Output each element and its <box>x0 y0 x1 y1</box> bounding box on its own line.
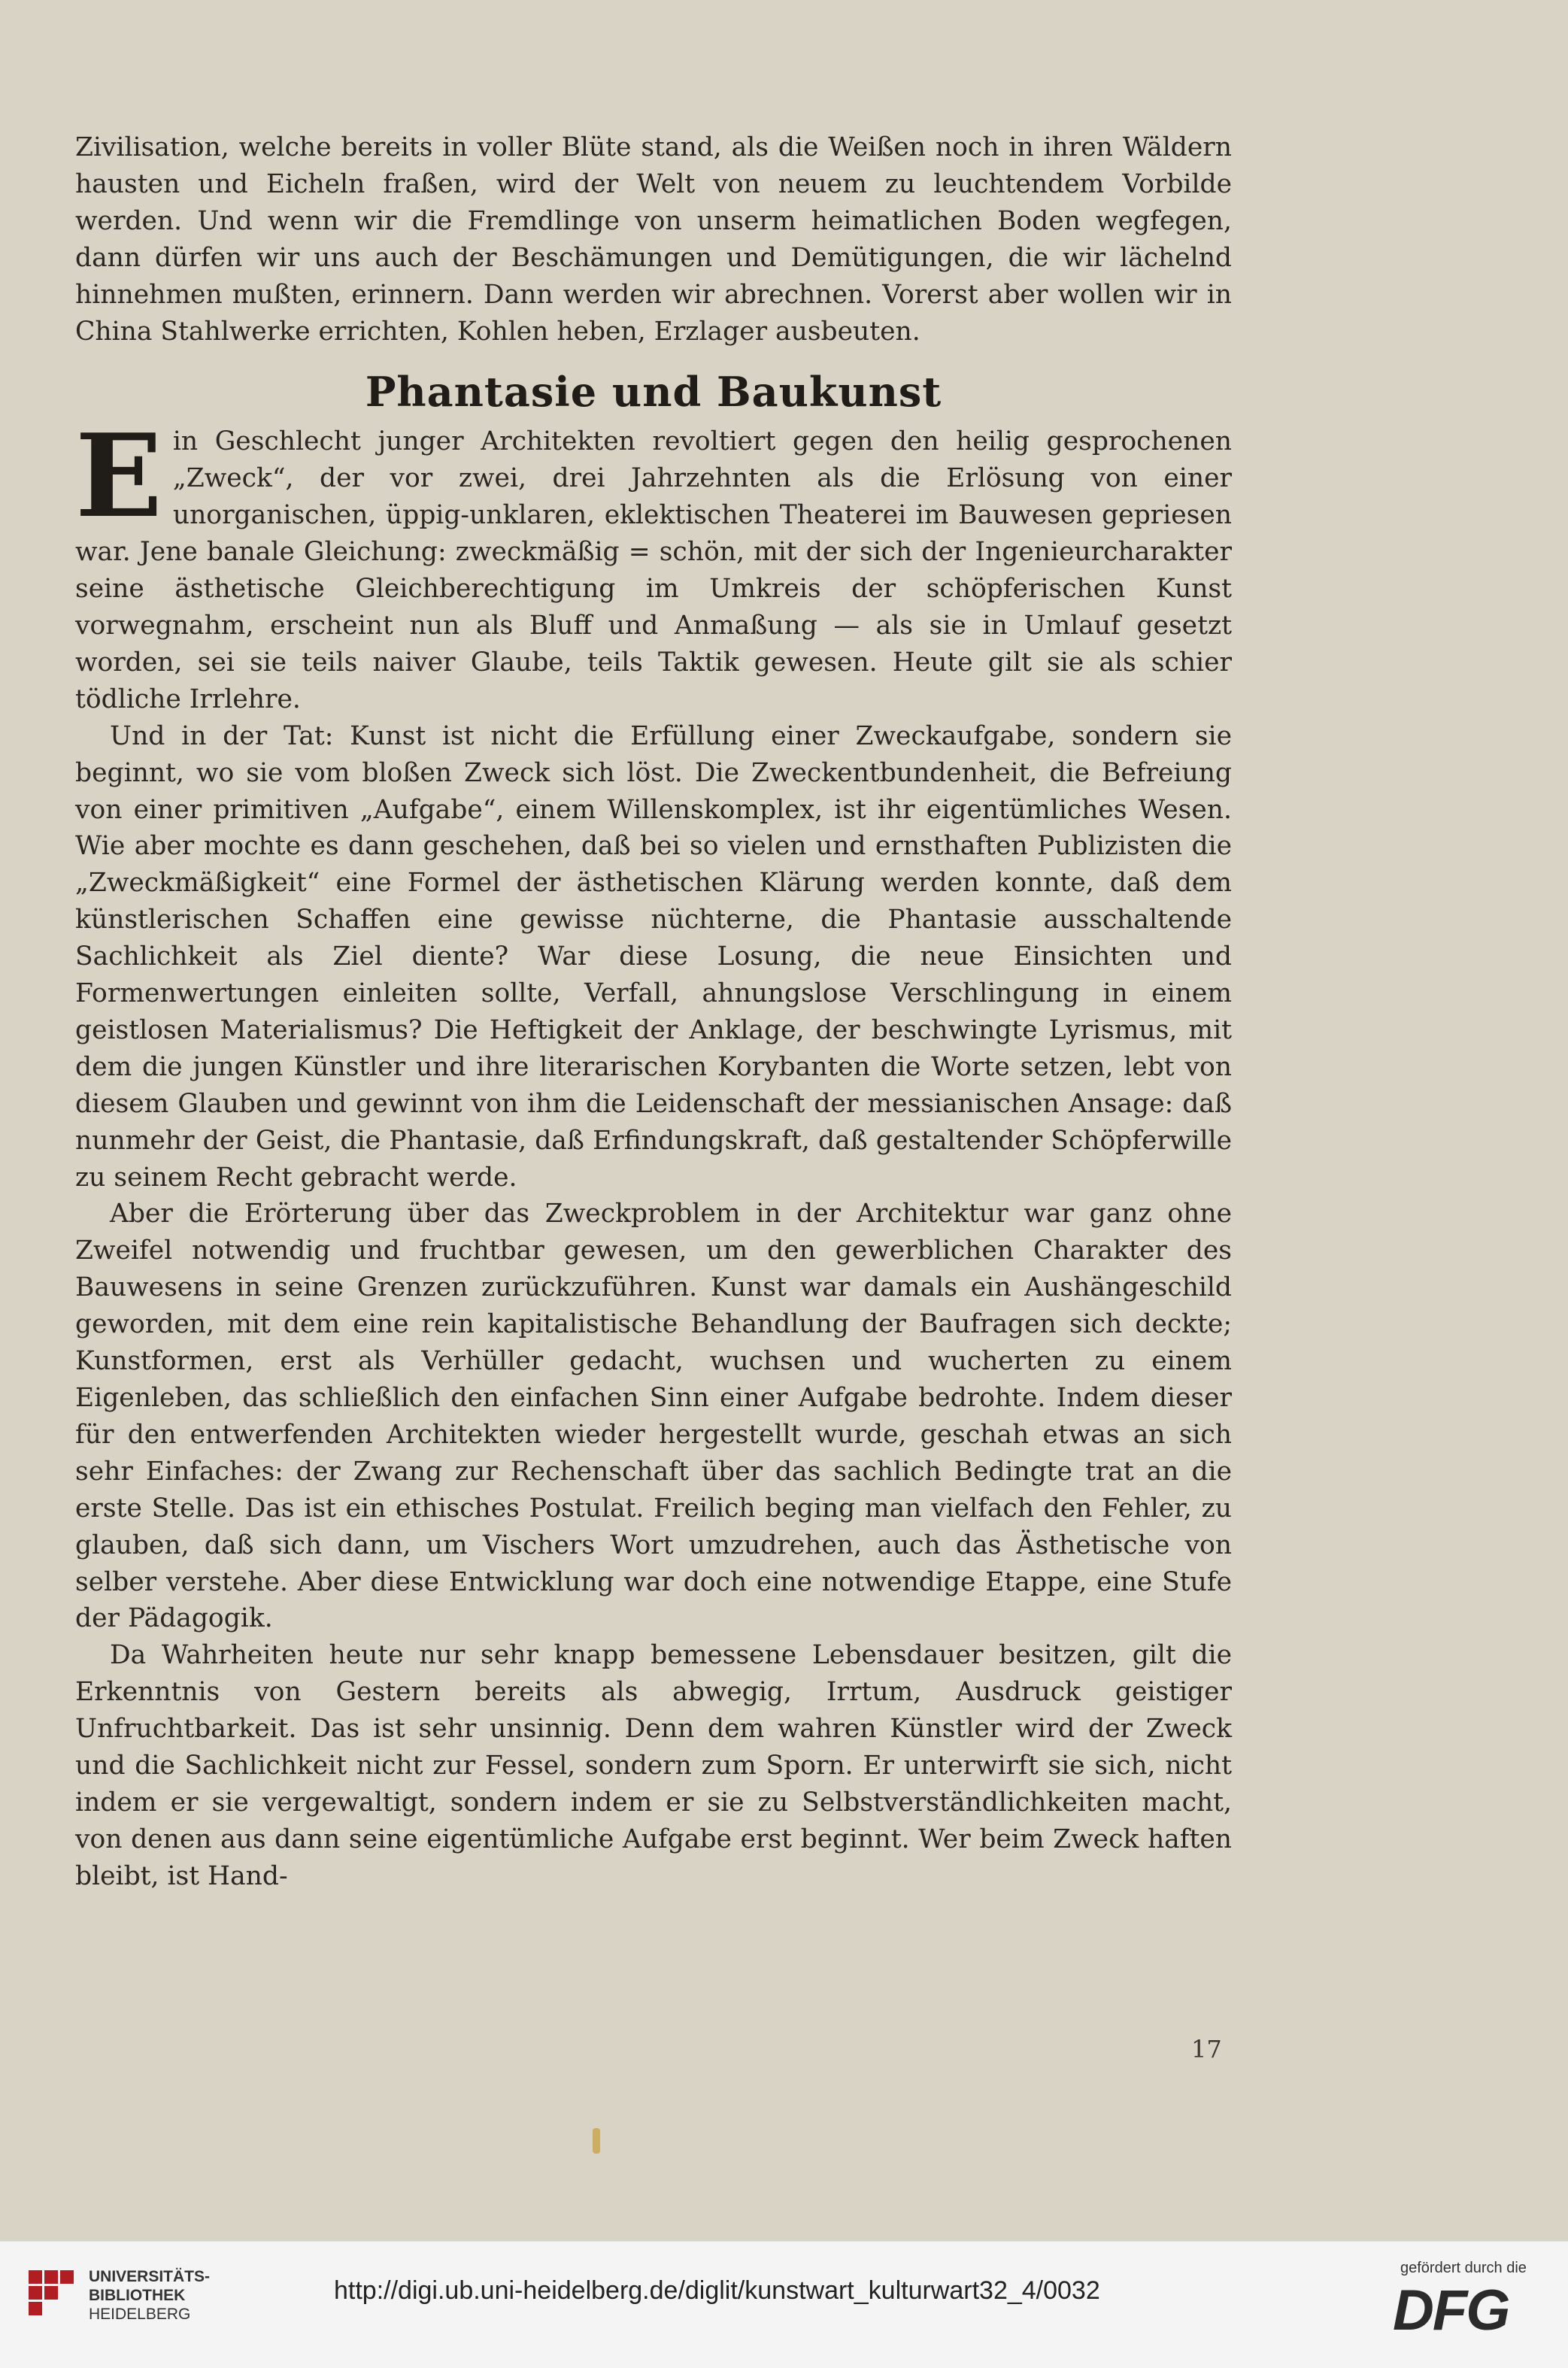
permalink-url[interactable]: http://digi.ub.uni-heidelberg.de/diglit/kunstwart_kulturwart32_4/0032 <box>334 2276 1100 2305</box>
intro-paragraph: Zivilisation, welche bereits in voller Blüte stand, als die Weißen noch in ihren Wäldern hausten und Eicheln fraßen, wird der Welt von neuem zu leuchtendem Vorbilde werden. Und wenn wir die Fremdlinge von unserm heimatlichen Boden wegfegen, dann dürfen wir uns auch der Beschämungen und Demütigungen, die wir lächelnd hinnehmen mußten, erinnern. Dann werden wir abrechnen. Vorerst aber wollen wir in China Stahlwerke errichten, Kohlen heben, Erzlager ausbeuten. <box>75 132 1232 347</box>
page-number: 17 <box>1191 2035 1222 2063</box>
library-name-line-2: BIBLIOTHEK <box>89 2287 186 2304</box>
library-name <box>89 2267 210 2324</box>
footer-bar <box>0 2241 1568 2368</box>
library-name-line-1: UNIVERSITÄTS- <box>89 2268 211 2285</box>
paragraph-2: Und in der Tat: Kunst ist nicht die Erfüllung einer Zweckaufgabe, sondern sie beginnt, wo sie vom bloßen Zweck sich löst. Die Zweckentbundenheit, die Befreiung von einer primitiven „Aufgabe“, einem Willenskomplex, ist ihr eigentümliches Wesen. Wie aber mochte es dann geschehen, daß bei so vielen und ernsthaften Publizisten die „Zweckmäßigkeit“ eine Formel der ästhetischen Klärung werden konnte, daß dem künstlerischen Schaffen eine gewisse nüchterne, die Phantasie ausschaltende Sachlichkeit als Ziel diente? War diese Losung, die neue Einsichten und Formenwertungen einleiten sollte, Verfall, ahnungslose Verschlingung in einem geistlosen Materialismus? Die Heftigkeit der Anklage, der beschwingte Lyrismus, mit dem die jungen Künstler und ihre literarischen Korybanten die Worte setzen, lebt von diesem Glauben und gewinnt von ihm die Leidenschaft der messianischen Ansage: daß nunmehr der Geist, die Phantasie, daß Erfindungskraft, daß gestaltender Schöpferwille zu seinem Recht gebracht werde. <box>75 720 1232 1193</box>
sponsor-caption: gefördert durch die <box>1400 2260 1527 2276</box>
university-library-logo-icon <box>27 2269 75 2317</box>
dfg-logo: DFG <box>1393 2279 1509 2342</box>
library-name-line-3: HEIDELBERG <box>89 2306 191 2323</box>
paragraph-3: Aber die Erörterung über das Zweckproblem in der Architektur war ganz ohne Zweifel notwendig und fruchtbar gewesen, um den gewerblichen Charakter des Bauwesens in seine Grenzen zurückzuführen. Kunst war damals ein Aushängeschild geworden, mit dem eine rein kapitalistische Behandlung der Baufragen sich deckte; Kunstformen, erst als Verhüller gedacht, wuchsen und wucherten zu einem Eigenleben, das schließlich den einfachen Sinn einer Aufgabe bedrohte. Indem dieser für den entwerfenden Architekten wieder hergestellt wurde, geschah etwas an sich sehr Einfaches: der Zwang zur Rechenschaft über das sachlich Bedingte trat an die erste Stelle. Das ist ein ethisches Postulat. Freilich beging man vielfach den Fehler, zu glauben, daß sich dann, um Vischers Wort umzudrehen, auch das Ästhetische von selber verstehe. Aber diese Entwicklung war doch eine notwendige Etappe, eine Stufe der Pädagogik. <box>75 1199 1232 1634</box>
drop-cap-initial: E <box>75 408 162 544</box>
paragraph-4: Da Wahrheiten heute nur sehr knapp bemessene Lebensdauer besitzen, gilt die Erkenntnis von Gestern bereits als abwegig, Irrtum, Ausdruck geistiger Unfruchtbarkeit. Das ist sehr unsinnig. Denn dem wahren Künstler wird der Zweck und die Sachlichkeit nicht zur Fessel, sondern zum Sporn. Er unterwirft sie sich, nicht indem er sie vergewaltigt, sondern indem er sie zu Selbstverständlichkeiten macht, von denen aus dann seine eigentümliche Aufgabe erst beginnt. Wer beim Zweck haften bleibt, ist Hand- <box>75 1640 1232 1891</box>
section-title: Phantasie und Baukunst <box>365 368 942 417</box>
paper-stain <box>593 2128 600 2154</box>
first-paragraph-text: in Geschlecht junger Architekten revoltiert gegen den heilig gesprochenen „Zweck“, der vor zwei, drei Jahrzehnten als die Erlösung von einer unorganischen, üppig-unklaren, eklektischen Theaterei im Bauwesen gepriesen war. Jene banale Gleichung: zweckmäßig = schön, mit der sich der Ingenieurcharakter seine ästhetische Gleichberechtigung im Umkreis der schöpferischen Kunst vorwegnahm, erscheint nun als Bluff und Anmaßung — als sie in Umlauf gesetzt worden, sei sie teils naiver Glaube, teils Taktik gewesen. Heute gilt sie als schier tödliche Irrlehre. <box>75 426 1232 714</box>
article-body <box>75 129 1232 1895</box>
first-paragraph <box>75 408 1232 717</box>
